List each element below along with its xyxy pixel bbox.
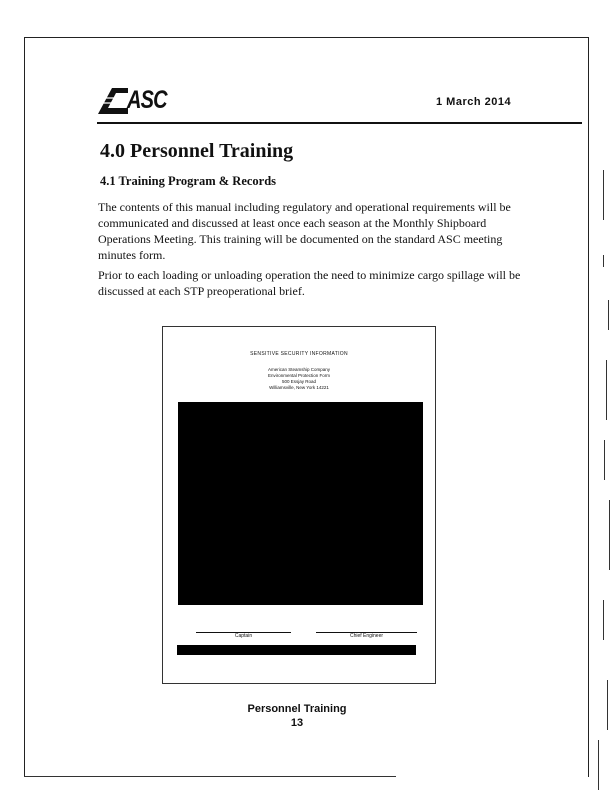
form-title: SENSITIVE SECURITY INFORMATION (250, 351, 348, 357)
form-address-line: 500 Essjay Road (281, 379, 317, 384)
section-heading: 4.0 Personnel Training (100, 140, 294, 162)
redacted-block (178, 402, 423, 605)
page-frame-right (588, 37, 589, 777)
form-address-line: American Steamship Company (267, 367, 331, 372)
paragraph-2: Prior to each loading or unloading operation the need to minimize cargo spillage will be discussed at each STP preoperational brief. (98, 268, 521, 298)
paragraph-1: The contents of this manual including regulatory and operational requirements will be communicated and discussed at least once each season at the Monthly Shipboard Operations Meeting. This training will be documented on the standard ASC meeting minutes form. (98, 200, 511, 262)
page-number: 13 (290, 717, 304, 729)
redacted-bar (177, 645, 416, 655)
page-frame-top (24, 37, 589, 38)
scan-mark (598, 740, 599, 790)
scan-mark (603, 255, 604, 267)
footer-title: Personnel Training (247, 703, 347, 715)
form-address-line: Williamsville, New York 14221 (269, 385, 329, 390)
signature-label-engineer: Chief Engineer (349, 633, 384, 639)
page-footer (200, 702, 394, 730)
signature-label-captain: Captain (234, 633, 253, 639)
document-date: 1 March 2014 (436, 96, 512, 108)
meeting-minutes-form-image (162, 326, 436, 684)
scan-mark (607, 680, 608, 730)
scan-mark (606, 360, 607, 420)
scan-mark (609, 500, 610, 570)
page-frame-left (24, 37, 25, 777)
header-rule (97, 122, 582, 124)
form-address-line: Environmental Protection Form (267, 373, 331, 378)
scan-mark (603, 170, 604, 220)
page-frame-bottom (24, 776, 396, 777)
scan-mark (603, 600, 604, 640)
form-address (163, 367, 435, 391)
scan-mark (608, 300, 609, 330)
logo-text: ASC (127, 86, 167, 114)
subsection-heading: 4.1 Training Program & Records (100, 174, 277, 188)
scan-mark (604, 440, 605, 480)
